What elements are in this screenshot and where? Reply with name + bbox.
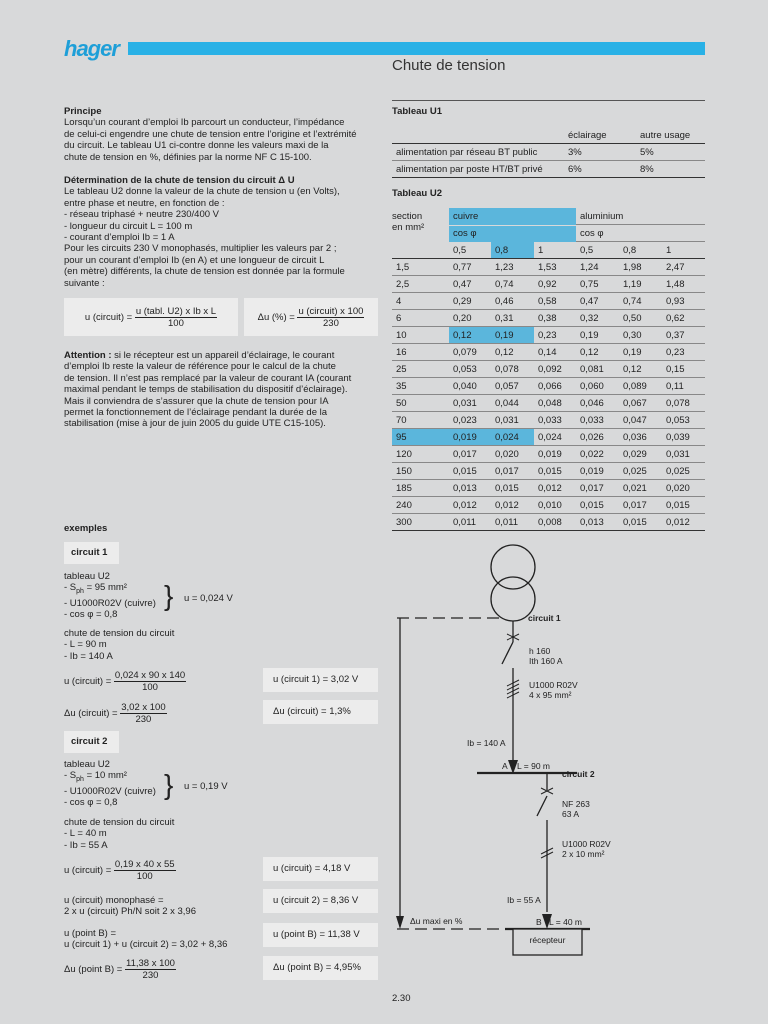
exemples-heading: exemples [64, 523, 108, 534]
aluminium-header: aluminium [576, 208, 705, 225]
table-cell: 0,14 [534, 344, 576, 361]
diagram-breaker-2 [562, 799, 590, 819]
table-cell: 0,38 [534, 310, 576, 327]
table-cell: 0,23 [662, 344, 705, 361]
cable-1-label: U1000 R02V [529, 680, 578, 690]
circuit-2-result-u: u (circuit) = 4,18 V [263, 857, 378, 881]
diagram-breaker-1 [529, 646, 563, 666]
section-cell: 50 [392, 395, 449, 412]
table-cell: 0,12 [576, 344, 619, 361]
tableau-ref: tableau U2 [64, 571, 110, 582]
circuit-2-result-du-point-b: Δu (point B) = 4,95% [263, 956, 378, 980]
current: - Ib = 55 A [64, 839, 108, 851]
cable-type: - U1000R02V (cuivre) [64, 597, 156, 609]
table-cell: 0,19 [491, 327, 534, 344]
arrow-du-icon [396, 916, 404, 929]
table-cell: 0,033 [534, 412, 576, 429]
table-u2-title: Tableau U2 [392, 188, 442, 199]
table-cell: 0,74 [491, 276, 534, 293]
du-num: 3,02 x 100 [121, 702, 166, 713]
table-cell: 0,11 [662, 378, 705, 395]
table-cell: 0,015 [449, 463, 491, 480]
table-cell: 0,031 [491, 412, 534, 429]
table-cell: 0,046 [576, 395, 619, 412]
table-cell: 0,77 [449, 259, 491, 276]
title-rule [392, 100, 705, 101]
formula-du-num: u (circuit) x 100 [298, 305, 364, 317]
section-cell: 185 [392, 480, 449, 497]
breaker-1-icon [502, 642, 513, 664]
section-cell: 120 [392, 446, 449, 463]
cos-value: 0,5 [449, 242, 491, 259]
diagram-circuit-2: circuit 2 [562, 769, 595, 779]
formula-du-percent [244, 298, 378, 336]
circuit-1-result-u: u (circuit 1) = 3,02 V [263, 668, 378, 692]
section-cell: 300 [392, 514, 449, 531]
section-cell: 25 [392, 361, 449, 378]
table-cell: 0,036 [619, 429, 662, 446]
sph-prefix: - S [64, 582, 77, 594]
u-value: u = 0,19 V [184, 781, 228, 792]
table-cell: 0,012 [662, 514, 705, 531]
attention-line: de tension. Il n’est pas remplacé par la valeur de courant IA (courant [64, 372, 352, 384]
table-cell: 0,58 [534, 293, 576, 310]
u-fraction [114, 670, 186, 693]
table-cell: 0,015 [491, 480, 534, 497]
cable-2-section: 2 x 10 mm² [562, 849, 605, 859]
page-title: Chute de tension [392, 57, 506, 74]
point-b-line: u (point B) = [64, 928, 117, 939]
table-cell: 0,067 [619, 395, 662, 412]
table-cell: 0,089 [619, 378, 662, 395]
table-cell [392, 242, 449, 259]
cos-value: 1 [534, 242, 576, 259]
formula-u-fraction [135, 306, 217, 329]
mono-line: 2 x u (circuit) Ph/N soit 2 x 3,96 [64, 906, 196, 918]
du-left: Δu (point B) = [64, 964, 123, 975]
table-cell: 0,033 [576, 412, 619, 429]
determination-heading: Détermination de la chute de tension du circuit Δ U [64, 175, 295, 186]
table-row [392, 144, 705, 161]
principe-heading: Principe [64, 106, 102, 117]
determination-line: - longueur du circuit L = 100 m [64, 220, 193, 232]
table-cell: 0,029 [619, 446, 662, 463]
chute-label: chute de tension du circuit [64, 628, 175, 639]
formula-u-left: u (circuit) = [84, 311, 133, 323]
table-cell: 0,010 [534, 497, 576, 514]
circuit-1-u-formula [64, 670, 186, 693]
principe-line: Lorsqu’un courant d’emploi Ib parcourt un conducteur, l’impédance [64, 117, 345, 129]
circuit-2-u-formula [64, 859, 176, 882]
u-den: 100 [136, 871, 153, 882]
table-cell: 0,015 [534, 463, 576, 480]
cuivre-header: cuivre [449, 208, 576, 225]
table-u1 [392, 127, 705, 178]
attention-line: stabilisation (mise à jour de juin 2005 du guide UTE C15-105). [64, 418, 326, 430]
table-cell: 1,98 [619, 259, 662, 276]
table-cell: 0,015 [662, 497, 705, 514]
cos-value: 0,8 [619, 242, 662, 259]
table-cell: 0,32 [576, 310, 619, 327]
table-cell: 0,079 [449, 344, 491, 361]
circuit-diagram [392, 538, 705, 968]
determination-line: pour un courant d’emploi Ib (en A) et une longueur de circuit L [64, 254, 325, 266]
circuit-1-result-du: Δu (circuit) = 1,3% [263, 700, 378, 724]
principe-section [64, 106, 384, 163]
u-left: u (circuit) = [64, 865, 112, 876]
table-cell: 0,15 [662, 361, 705, 378]
table-cell: 0,015 [576, 497, 619, 514]
table-cell: 0,29 [449, 293, 491, 310]
table-u2-body [392, 242, 705, 531]
table-row [392, 276, 705, 293]
cos-values-row [392, 242, 705, 259]
table-cell: 0,015 [619, 514, 662, 531]
table-cell: 0,011 [449, 514, 491, 531]
cos-value: 0,5 [576, 242, 619, 259]
table-cell: 0,057 [491, 378, 534, 395]
diagram-cable-2 [562, 839, 611, 859]
diagram-ib-1: Ib = 140 A [467, 738, 506, 748]
du-fraction [120, 702, 166, 725]
circuit-2-result-point-b: u (point B) = 11,38 V [263, 923, 378, 947]
u-num: 0,19 x 40 x 55 [114, 859, 175, 870]
table-cell: 0,31 [491, 310, 534, 327]
table-cell: 0,040 [449, 378, 491, 395]
table-cell: 0,012 [449, 497, 491, 514]
table-row [392, 480, 705, 497]
table-cell: 0,011 [491, 514, 534, 531]
attention-line: maximal pendant le temps de stabilisation du dispositif d’éclairage). [64, 384, 348, 396]
attention-line: si le récepteur est un appareil d’éclairage, le courant [111, 350, 335, 361]
cos-phi: - cos φ = 0,8 [64, 609, 118, 621]
length: - L = 40 m [64, 828, 107, 840]
table-u1-header-cell: autre usage [636, 127, 705, 144]
section-cell: 2,5 [392, 276, 449, 293]
sph-sub: ph [76, 588, 84, 596]
du-num: 11,38 x 100 [126, 958, 175, 969]
table-cell: 0,017 [619, 497, 662, 514]
point-b-line: u (circuit 1) + u (circuit 2) = 3,02 + 8,36 [64, 939, 228, 951]
table-row [392, 497, 705, 514]
principe-line: chute de tension en %, définies par la norme NF C 15-100. [64, 151, 312, 163]
u-den: 100 [142, 682, 158, 693]
aluminium-cos-header: cos φ [576, 226, 705, 242]
table-cell: 0,053 [662, 412, 705, 429]
diagram-point-a: A [502, 761, 508, 771]
table-row [392, 310, 705, 327]
table-cell: 0,025 [662, 463, 705, 480]
formula-du-left: Δu (%) = [257, 311, 295, 323]
table-cell: 0,75 [576, 276, 619, 293]
section-cell: 150 [392, 463, 449, 480]
table-cell: 0,078 [491, 361, 534, 378]
circuit-1-label: circuit 1 [64, 542, 119, 564]
table-cell: 6% [564, 161, 636, 178]
table-cell: 0,066 [534, 378, 576, 395]
du-left: Δu (circuit) = [64, 708, 118, 719]
table-cell: 0,053 [449, 361, 491, 378]
table-cell: 0,30 [619, 327, 662, 344]
determination-line: suivante : [64, 277, 105, 289]
sph-prefix: - S [64, 770, 77, 782]
table-cell: 0,74 [619, 293, 662, 310]
table-row [392, 446, 705, 463]
diagram-circuit-1: circuit 1 [528, 613, 561, 623]
table-row [392, 259, 705, 276]
determination-line: - courant d’emploi Ib = 1 A [64, 232, 175, 244]
table-cell: 0,47 [449, 276, 491, 293]
table-row [392, 378, 705, 395]
principe-line: de celui-ci engendre une chute de tension entre l’origine et l’extrémité [64, 128, 357, 140]
cable-type: - U1000R02V (cuivre) [64, 785, 156, 797]
table-row [392, 463, 705, 480]
table-cell: 5% [636, 144, 705, 161]
table-row [392, 412, 705, 429]
brace-icon: } [164, 769, 174, 800]
table-cell: 0,37 [662, 327, 705, 344]
table-cell: 0,23 [534, 327, 576, 344]
table-cell: 0,025 [619, 463, 662, 480]
section-cell: 6 [392, 310, 449, 327]
table-u2-section-label [392, 211, 424, 234]
diagram-point-b: B [536, 917, 542, 927]
table-cell: 0,060 [576, 378, 619, 395]
table-cell: 0,012 [491, 497, 534, 514]
cos-value: 1 [662, 242, 705, 259]
table-cell: 0,021 [619, 480, 662, 497]
table-u1-title: Tableau U1 [392, 106, 442, 117]
section-cell: 4 [392, 293, 449, 310]
tableau-ref: tableau U2 [64, 759, 110, 770]
table-row [392, 344, 705, 361]
header-bar [128, 42, 705, 55]
circuit-2-label: circuit 2 [64, 731, 119, 753]
table-cell: 0,020 [662, 480, 705, 497]
attention-label: Attention : [64, 350, 112, 361]
table-cell: 0,12 [491, 344, 534, 361]
table-cell: 0,019 [449, 429, 491, 446]
determination-line: - réseau triphasé + neutre 230/400 V [64, 209, 220, 221]
section-unit: en mm² [392, 222, 425, 234]
u-fraction [114, 859, 176, 882]
diagram-du-maxi: Δu maxi en % [410, 916, 463, 926]
table-cell: 0,19 [619, 344, 662, 361]
section-label: section [392, 211, 423, 222]
section-cell: 240 [392, 497, 449, 514]
table-cell: 0,12 [619, 361, 662, 378]
diagram-length-1: L = 90 m [517, 761, 550, 771]
attention-line: permet la fonctionnement de l’éclairage pendant la durée de la [64, 407, 328, 419]
table-cell: 0,12 [449, 327, 491, 344]
table-row [392, 395, 705, 412]
table-cell: 0,026 [576, 429, 619, 446]
table-cell: 1,23 [491, 259, 534, 276]
table-cell: 0,017 [576, 480, 619, 497]
table-cell: 0,017 [491, 463, 534, 480]
table-cell: 0,081 [576, 361, 619, 378]
cuivre-cos-header: cos φ [449, 226, 576, 242]
table-cell: 0,024 [534, 429, 576, 446]
table-cell: 0,47 [576, 293, 619, 310]
table-u2-rows [392, 259, 705, 531]
section-cell: 95 [392, 429, 449, 446]
section-cell: 1,5 [392, 259, 449, 276]
table-row [392, 327, 705, 344]
table-cell: 0,19 [576, 327, 619, 344]
table-cell: 0,078 [662, 395, 705, 412]
u-value: u = 0,024 V [184, 593, 233, 604]
circuit-1-du-formula [64, 702, 167, 725]
table-cell: 0,012 [534, 480, 576, 497]
determination-section [64, 175, 384, 289]
diagram-cable-1 [529, 680, 578, 700]
table-cell: 0,019 [576, 463, 619, 480]
section-cell: 35 [392, 378, 449, 395]
table-cell: 1,19 [619, 276, 662, 293]
table-cell: 1,53 [534, 259, 576, 276]
current: - Ib = 140 A [64, 650, 113, 662]
formula-u-circuit [64, 298, 238, 336]
table-row [392, 361, 705, 378]
circuit-2-du-formula [64, 958, 176, 981]
formula-u-num: u (tabl. U2) x Ib x L [135, 305, 217, 317]
chute-label: chute de tension du circuit [64, 817, 175, 828]
table-cell: 0,62 [662, 310, 705, 327]
length: - L = 90 m [64, 639, 107, 651]
table-cell: 0,022 [576, 446, 619, 463]
diagram-ib-2: Ib = 55 A [507, 895, 541, 905]
table-u1-header [392, 127, 705, 144]
sph-sub: ph [76, 776, 84, 784]
attention-line: d’emploi Ib reste la valeur de référence pour le calcul de la chute [64, 361, 336, 373]
determination-line: entre phase et neutre, en fonction de : [64, 197, 225, 209]
mono-line: u (circuit) monophasé = [64, 895, 164, 906]
table-cell: 0,044 [491, 395, 534, 412]
circuit-1-chute [64, 628, 264, 662]
table-cell: 0,013 [449, 480, 491, 497]
breaker-1-label: h 160 [529, 646, 551, 656]
table-cell: 0,023 [449, 412, 491, 429]
table-cell: alimentation par réseau BT public [392, 144, 564, 161]
table-cell: 0,92 [534, 276, 576, 293]
table-cell: 0,048 [534, 395, 576, 412]
u-left: u (circuit) = [64, 676, 112, 687]
cable-1-section: 4 x 95 mm² [529, 690, 572, 700]
diagram-recepteur: récepteur [529, 935, 566, 945]
table-cell: 0,047 [619, 412, 662, 429]
table-cell: 0,039 [662, 429, 705, 446]
table-row [392, 429, 705, 446]
table-cell: 3% [564, 144, 636, 161]
circuit-2-point-b [64, 928, 264, 951]
table-u1-header-cell [392, 127, 564, 144]
section-cell: 70 [392, 412, 449, 429]
cable-2-label: U1000 R02V [562, 839, 611, 849]
breaker-2-label: NF 263 [562, 799, 590, 809]
diagram-length-2: L = 40 m [549, 917, 582, 927]
principe-line: du circuit. Le tableau U1 ci-contre donne les valeurs maxi de la [64, 140, 329, 152]
du-fraction [125, 958, 176, 981]
table-cell: 2,47 [662, 259, 705, 276]
section-cell: 16 [392, 344, 449, 361]
table-cell: 0,024 [491, 429, 534, 446]
table-cell: 0,50 [619, 310, 662, 327]
table-cell: 0,031 [449, 395, 491, 412]
determination-line: (en mètre) différents, la chute de tension est donnée par la formule [64, 266, 345, 278]
page-number: 2.30 [392, 993, 411, 1004]
brace-icon: } [164, 580, 174, 611]
determination-line: Pour les circuits 230 V monophasés, multiplier les valeurs par 2 ; [64, 243, 337, 255]
circuit-2-result-u2: u (circuit 2) = 8,36 V [263, 889, 378, 913]
u-num: 0,024 x 90 x 140 [114, 670, 186, 681]
table-cell: 0,019 [534, 446, 576, 463]
table-row [392, 514, 705, 531]
determination-line: Le tableau U2 donne la valeur de la chute de tension u (en Volts), [64, 186, 340, 198]
hager-logo: hager [64, 36, 119, 61]
table-cell: 0,013 [576, 514, 619, 531]
sph-value: = 95 mm² [83, 582, 127, 594]
attention-line: Mais il conviendra de s’assurer que la chute de tension pour IA [64, 395, 329, 407]
cos-value: 0,8 [491, 242, 534, 259]
sph-value: = 10 mm² [83, 770, 127, 782]
table-cell: 1,48 [662, 276, 705, 293]
table-cell: 8% [636, 161, 705, 178]
formula-u-den: 100 [168, 317, 184, 329]
breaker-1-rating: Ith 160 A [529, 656, 563, 666]
cos-phi: - cos φ = 0,8 [64, 797, 118, 809]
table-cell: alimentation par poste HT/BT privé [392, 161, 564, 178]
table-row [392, 293, 705, 310]
formula-du-fraction [297, 306, 364, 329]
table-row [392, 161, 705, 178]
table-cell: 0,017 [449, 446, 491, 463]
table-cell: 0,031 [662, 446, 705, 463]
table-cell: 0,93 [662, 293, 705, 310]
breaker-2-rating: 63 A [562, 809, 580, 819]
table-cell: 0,008 [534, 514, 576, 531]
attention-section [64, 350, 384, 430]
table-cell: 0,46 [491, 293, 534, 310]
table-cell: 0,20 [449, 310, 491, 327]
table-cell: 0,092 [534, 361, 576, 378]
breaker-2-icon [537, 796, 547, 816]
table-u1-header-cell: éclairage [564, 127, 636, 144]
table-cell: 0,020 [491, 446, 534, 463]
section-cell: 10 [392, 327, 449, 344]
du-den: 230 [142, 970, 159, 981]
formula-du-den: 230 [323, 317, 339, 329]
circuit-2-mono [64, 895, 264, 918]
circuit-2-chute [64, 817, 264, 851]
table-cell: 1,24 [576, 259, 619, 276]
du-den: 230 [135, 714, 152, 725]
